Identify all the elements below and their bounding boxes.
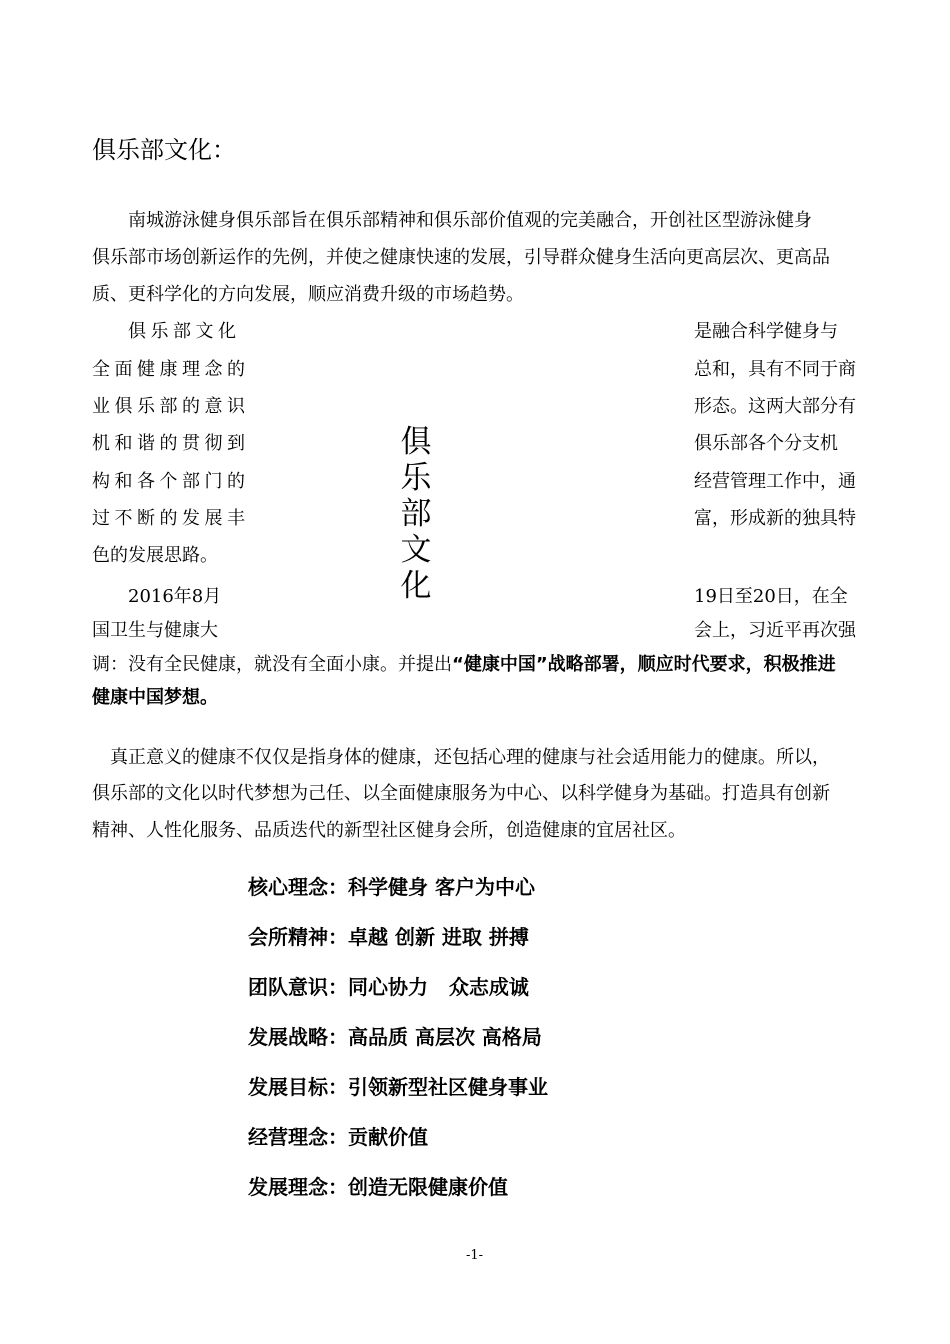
intro-line: 俱乐部市场创新运作的先例，并使之健康快速的发展，引导群众健身生活向更高层次、更高品	[92, 247, 830, 268]
left-col-line: 俱乐部文化	[128, 321, 241, 342]
vertical-title-char: 部	[400, 496, 432, 532]
conclusion-bold-line: 健康中国梦想。	[92, 687, 218, 708]
right-col-line: 经营管理工作中，通	[694, 471, 856, 492]
conclusion-bold: “健康中国”战略部署，顺应时代要求，积极推进	[452, 654, 836, 675]
principle-item: 会所精神：卓越 创新 进取 拼搏	[248, 925, 529, 949]
vertical-title-char: 俱	[400, 424, 432, 460]
principle-item: 核心理念：科学健身 客户为中心	[248, 875, 535, 899]
left-col-line: 构和各个部门的	[92, 471, 250, 492]
right-col-line: 形态。这两大部分有	[694, 396, 856, 417]
right-col-line: 会上，习近平再次强	[694, 620, 856, 641]
right-col-line: 19日至20日，在全	[694, 586, 848, 607]
intro-line: 质、更科学化的方向发展，顺应消费升级的市场趋势。	[92, 284, 524, 305]
left-col-line: 2016年8月	[128, 586, 222, 607]
para2-line: 真正意义的健康不仅仅是指身体的健康，还包括心理的健康与社会适用能力的健康。所以，	[110, 747, 830, 768]
right-col-line: 俱乐部各个分支机	[694, 433, 838, 454]
principle-item: 团队意识：同心协力 众志成诚	[248, 975, 529, 999]
right-col-line: 总和，具有不同于商	[694, 359, 856, 380]
left-col-line: 过不断的发展丰	[92, 508, 250, 529]
conclusion-line	[92, 654, 836, 676]
right-col-line: 富，形成新的独具特	[694, 508, 856, 529]
left-col-line: 全面健康理念的	[92, 359, 250, 380]
vertical-title-char: 化	[400, 568, 432, 604]
principle-item: 经营理念：贡献价值	[248, 1125, 428, 1149]
conclusion-normal: 调：没有全民健康，就没有全面小康。并提出	[92, 654, 452, 675]
right-col-line: 是融合科学健身与	[694, 321, 838, 342]
left-col-line: 色的发展思路。	[92, 545, 218, 566]
principle-item: 发展目标：引领新型社区健身事业	[248, 1075, 548, 1099]
intro-line: 南城游泳健身俱乐部旨在俱乐部精神和俱乐部价值观的完美融合，开创社区型游泳健身	[128, 210, 812, 231]
left-col-line: 国卫生与健康大	[92, 620, 218, 641]
principle-item: 发展战略：高品质 高层次 高格局	[248, 1025, 542, 1049]
left-col-line: 机和谐的贯彻到	[92, 433, 250, 454]
vertical-title-char: 文	[400, 532, 432, 568]
para2-line: 俱乐部的文化以时代梦想为己任、以全面健康服务为中心、以科学健身为基础。打造具有创新	[92, 783, 830, 804]
page-number: -1-	[466, 1248, 484, 1263]
section-heading: 俱乐部文化：	[92, 136, 236, 164]
principle-item: 发展理念：创造无限健康价值	[248, 1175, 508, 1199]
vertical-title-char: 乐	[400, 460, 432, 496]
vertical-title	[398, 424, 434, 604]
para2-line: 精神、人性化服务、品质迭代的新型社区健身会所，创造健康的宜居社区。	[92, 820, 686, 841]
left-col-line: 业俱乐部的意识	[92, 396, 250, 417]
